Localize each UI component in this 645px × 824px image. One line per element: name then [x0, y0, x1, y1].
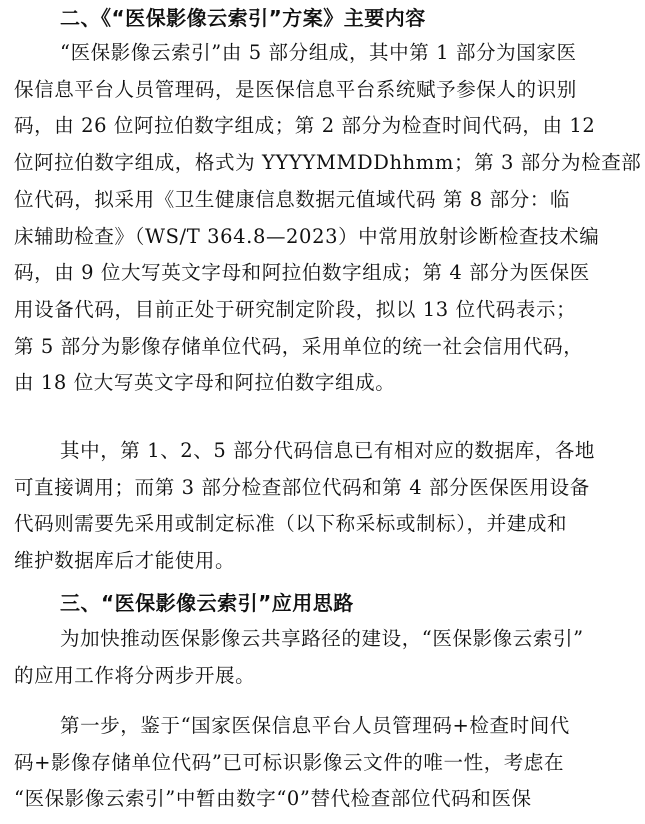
paragraph-line: 第 5 部分为影像存储单位代码，采用单位的统一社会信用代码， [14, 334, 584, 358]
paragraph-line: 第一步，鉴于“国家医保信息平台人员管理码+检查时间代 [60, 714, 570, 737]
paragraph-line: 位阿拉伯数字组成，格式为 YYYYMMDDhhmm；第 3 部分为检查部 [14, 151, 642, 175]
paragraph-line: 代码则需要先采用或制定标准（以下称采标或制标），并建成和 [14, 512, 568, 536]
paragraph-line: 其中，第 1、2、5 部分代码信息已有相对应的数据库，各地 [60, 439, 596, 462]
paragraph-line: 的应用工作将分两步开展。 [14, 663, 256, 687]
paragraph-line: 码，由 9 位大写英文字母和阿拉伯数字组成；第 4 部分为医保医 [14, 261, 590, 285]
section-2-paragraph-1 [14, 35, 641, 402]
paragraph-line: 为加快推动医保影像云共享路径的建设，“医保影像云索引” [60, 627, 584, 650]
paragraph-line: 可直接调用；而第 3 部分检查部位代码和第 4 部分医保医用设备 [14, 475, 590, 499]
paragraph-line: 维护数据库后才能使用。 [14, 549, 236, 573]
paragraph-line: 保信息平台人员管理码，是医保信息平台系统赋予参保人的识别 [14, 77, 577, 101]
paragraph-line: 由 18 位大写英文字母和阿拉伯数字组成。 [14, 371, 396, 395]
paragraph-line: 码，由 26 位阿拉伯数字组成；第 2 部分为检查时间代码，由 12 [14, 114, 596, 138]
section-2-paragraph-2 [14, 433, 595, 580]
paragraph-line: 码+影像存储单位代码”已可标识影像云文件的唯一性，考虑在 [14, 750, 565, 774]
section-3-paragraph-1 [14, 621, 584, 694]
paragraph-line: 床辅助检查》（WS/T 364.8—2023）中常用放射诊断检查技术编 [14, 224, 600, 248]
paragraph-line: 用设备代码，目前正处于研究制定阶段，拟以 13 位代码表示； [14, 297, 577, 321]
paragraph-line: 位代码，拟采用《卫生健康信息数据元值域代码 第 8 部分：临 [14, 187, 571, 211]
section-2-heading: 二、《“医保影像云索引”方案》主要内容 [60, 6, 426, 30]
section-3-heading: 三、“医保影像云索引”应用思路 [60, 591, 354, 615]
paragraph-line: “医保影像云索引”由 5 部分组成，其中第 1 部分为国家医 [60, 41, 577, 64]
section-3-paragraph-2 [14, 708, 570, 818]
paragraph-line: “医保影像云索引”中暂由数字“0”替代检查部位代码和医保 [14, 787, 532, 811]
